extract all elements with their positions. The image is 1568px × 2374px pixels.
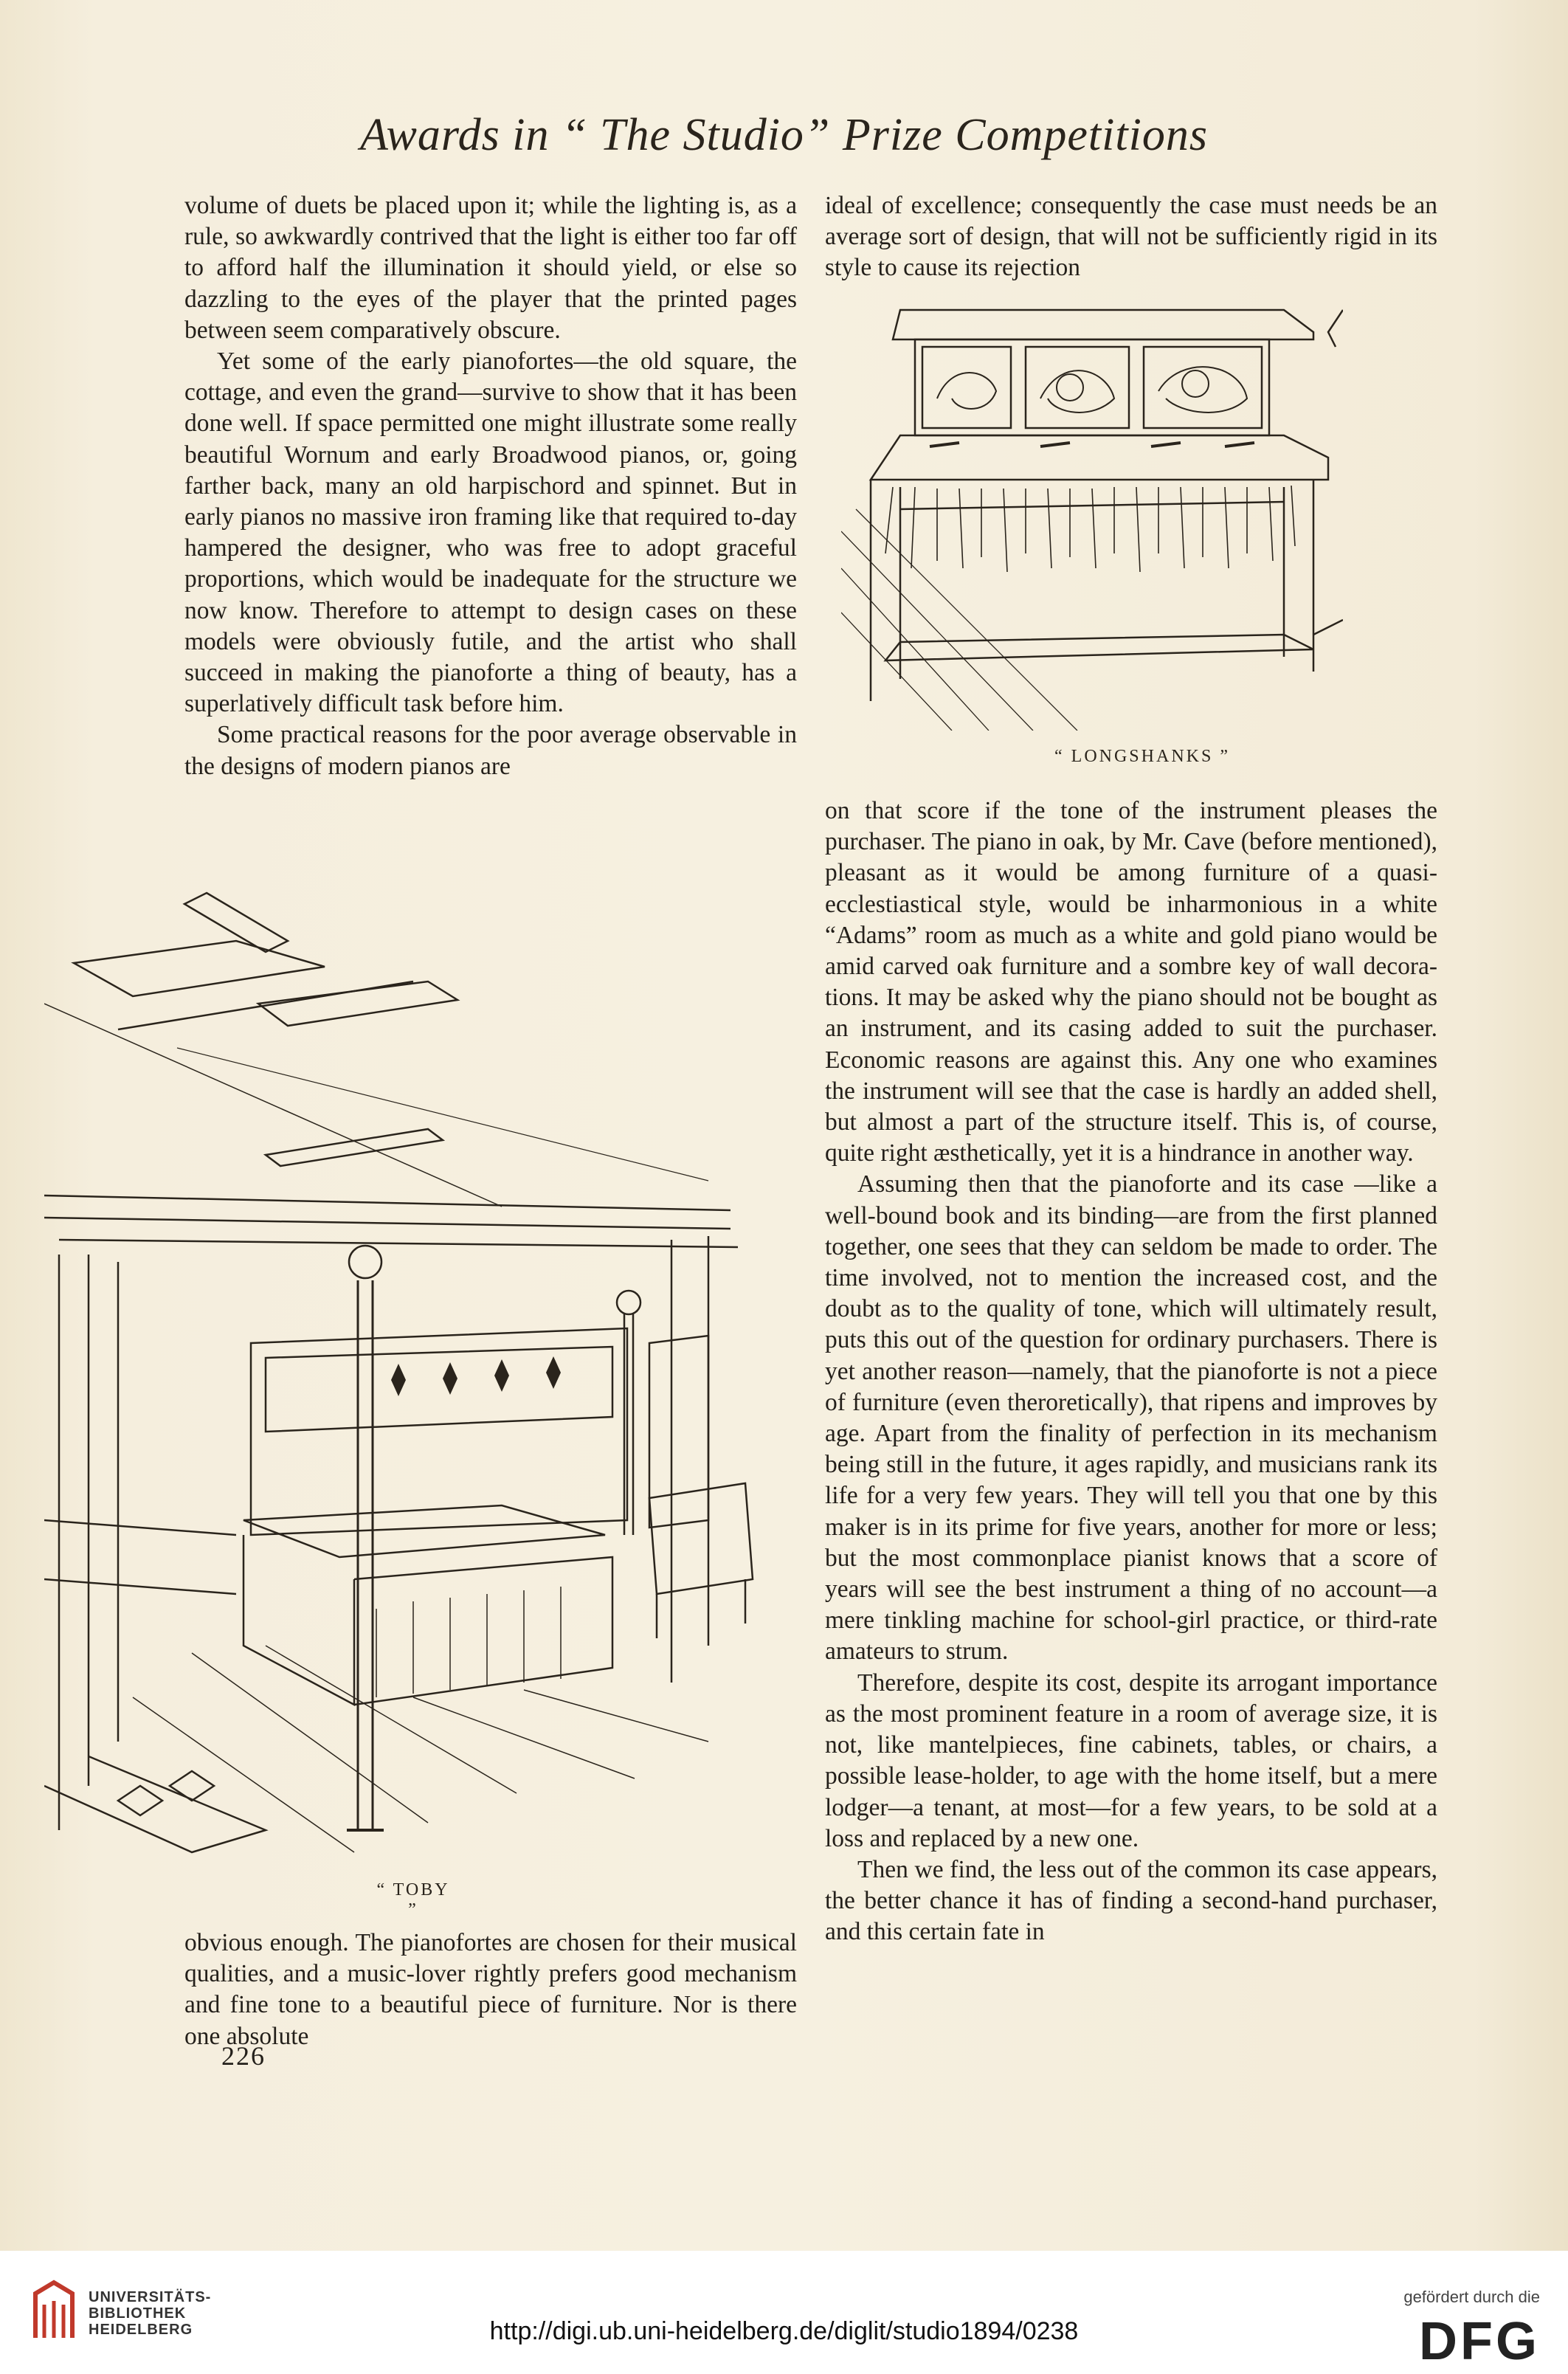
paragraph: Therefore, despite its cost, despite its arrogant importance as the most prominent feature in a room of average size, it is not, like mantelpieces, fine cabinets, tables, or chairs, a possible lease-holder, to age with the home itself, but a mere lodger—a tenant, at most—for a few years, to be sold at a loss and replaced by a new one. xyxy=(825,1669,1437,1852)
longshanks-piano-illustration xyxy=(841,288,1343,731)
caption-longshanks: “ LONGSHANKS ” xyxy=(1054,747,1230,766)
library-name-text: UNIVERSITÄTS- BIBLIOTHEK HEIDELBERG xyxy=(89,2289,212,2338)
right-column-lower xyxy=(825,796,1437,1948)
paragraph: Yet some of the early pianofortes—the old square, the cottage, and even the grand—survive to show that it has been done well. If space permitted one might illustrate some really beautiful Wornum and early Broadwood pianos, or, going farther back, many an old harpischord and spinnet. But in early pianos no massive iron framing like that required to-day hampered the designer, who was free to adopt graceful proportions, which would be inadequate for the structure we now know. Therefore to attempt to design cases on these models were obviously futile, and the artist who shall succeed in making the pianoforte a thing of beauty, has a superlatively difficult task before him. xyxy=(184,348,797,718)
paragraph: Then we find, the less out of the common its case appears, the better chance it has of finding a second-hand purchaser, and this certain fate in xyxy=(825,1855,1437,1946)
right-column-upper xyxy=(825,190,1437,284)
page-number: 226 xyxy=(221,2041,266,2071)
paragraph: volume of duets be placed upon it; while the lighting is, as a rule, so awkwardly contrived that the light is either too far off to afford half the illumination it should yield, or else so dazzling to the eyes of the player that the printed pages between seem comparatively obscure. xyxy=(184,192,797,344)
paragraph: on that score if the tone of the instrument pleases the purchaser. The piano in oak, by Mr. Cave (before mentioned), pleasant as it would be among furniture of a quasi-ecclestiastical style, would be inharmonious in a white “Adams” room as much as a white and gold piano would be amid carved oak furniture and a sombre key of wall decorations. It may be asked why the piano should not be bought as an instrument, and its casing added to suit the purchaser. Economic reasons are against this. Any one who examines the instrument will see that the case is hardly an added shell, but almost a part of the structure itself. This is, of course, quite right æsthetically, yet it is a hindrance in another way. xyxy=(825,797,1437,1167)
dfg-logo: DFG xyxy=(1419,2312,1540,2371)
left-column-lower xyxy=(184,1928,797,2052)
paragraph: ideal of excellence; consequently the case must needs be an average sort of design, that will not be sufficiently rigid in its style to cause its rejection xyxy=(825,192,1437,282)
running-head: Awards in “ The Studio” Prize Competitions xyxy=(360,110,1208,160)
paragraph: Some practical reasons for the poor average observable in the designs of modern pianos are xyxy=(184,721,797,780)
left-column-upper xyxy=(184,190,797,782)
digitization-footer xyxy=(0,2251,1568,2374)
toby-piano-illustration xyxy=(44,871,782,1867)
funding-note: gefördert durch die xyxy=(1403,2288,1540,2306)
paragraph: obvious enough. The pianofortes are chosen for their musical qualities, and a music-lover rightly prefers good mechanism and fine tone to a beautiful piece of furniture. Nor is there one absolute xyxy=(184,1929,797,2050)
caption-toby: “ TOBY ” xyxy=(376,1880,450,1919)
paragraph: Assuming then that the pianoforte and its case —like a well-bound book and its binding—are from the first planned together, one sees that they can seldom be made to order. The time involved, not to mention the increased cost, and the doubt as to the quality of tone, which will ultimately result, puts this out of the question for ordinary purchasers. There is yet another reason—namely, that the pianoforte is not a piece of furniture (even theroretically), that ripens and improves by age. Apart from the finality of perfection in its mechanism being still in the future, it ages rapidly, and musicians rank its life for a very few years. They will tell you that one by this maker is in its prime for five years, another for more or less; but the most commonplace pianist knows that a score of years will see the best instrument a thing of no account—a mere tinkling machine for school-girl practice, or third-rate amateurs to strum. xyxy=(825,1170,1437,1666)
source-url-link[interactable]: http://digi.ub.uni-heidelberg.de/diglit/studio1894/0238 xyxy=(489,2317,1079,2345)
